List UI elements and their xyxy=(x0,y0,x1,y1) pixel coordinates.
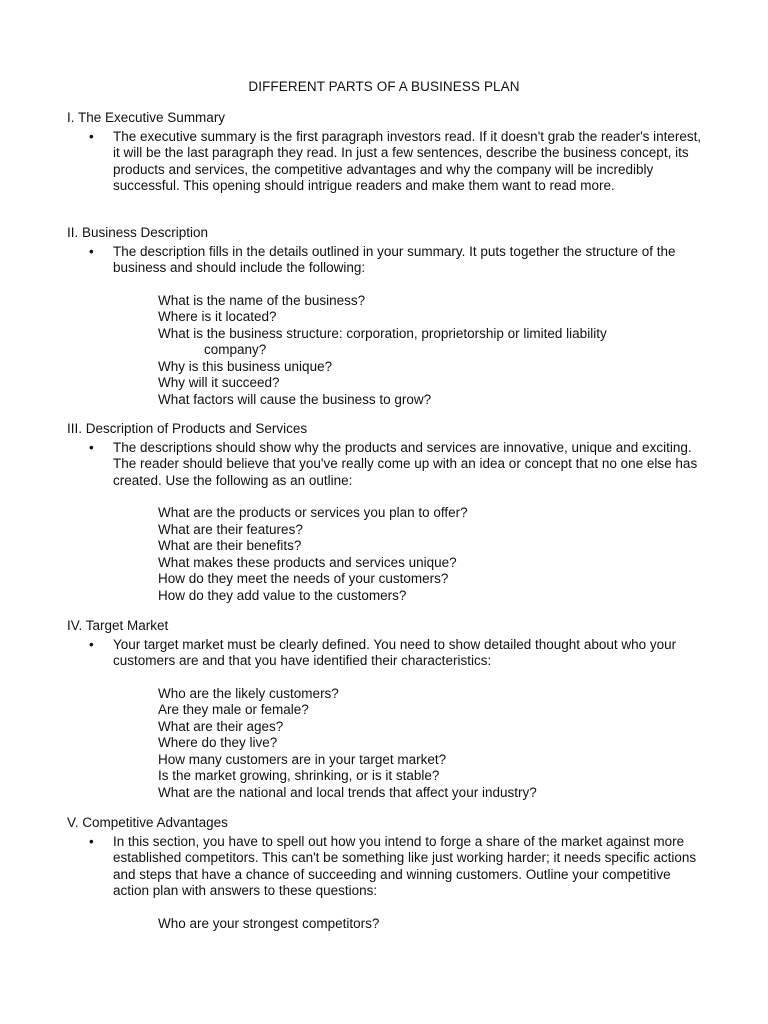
question-item: What is the name of the business? xyxy=(158,292,366,308)
question-item: Who are the likely customers? xyxy=(158,685,339,701)
section-heading: V. Competitive Advantages xyxy=(67,815,228,830)
bullet-text: The descriptions should show why the products and services are innovative, unique and exciting. The reader should believe that you've really come up with an idea or concept that no one else has created. Use the following as an outline: xyxy=(113,439,698,488)
question-item: Where is it located? xyxy=(158,309,277,324)
section-business-description xyxy=(67,225,707,408)
question-item: What is the business structure: corporation, proprietorship or limited liability xyxy=(158,325,607,341)
bullet-text: Your target market must be clearly defined. You need to show detailed thought about who your customers are and that you have identified their characteristics: xyxy=(113,636,677,668)
bullet-item xyxy=(67,129,707,195)
question-list xyxy=(67,916,707,933)
bullet-item xyxy=(67,244,707,277)
section-heading: I. The Executive Summary xyxy=(67,110,226,125)
question-item: What factors will cause the business to grow? xyxy=(158,391,432,407)
question-item: What are the products or services you plan to offer? xyxy=(158,505,468,520)
question-item: How do they meet the needs of your customers? xyxy=(158,571,449,586)
question-item: What are the national and local trends that affect your industry? xyxy=(158,784,537,800)
question-item: What are their features? xyxy=(158,521,303,537)
question-item: What are their ages? xyxy=(158,718,284,734)
question-item: Why will it succeed? xyxy=(158,375,280,390)
section-products-services xyxy=(67,421,707,604)
section-executive-summary xyxy=(67,110,707,195)
bullet-text: The description fills in the details outlined in your summary. It puts together the structure of the business and should include the following: xyxy=(113,243,676,275)
document-title: DIFFERENT PARTS OF A BUSINESS PLAN xyxy=(248,79,520,94)
question-item: How do they add value to the customers? xyxy=(158,587,407,603)
question-item-continuation: company? xyxy=(204,342,267,357)
bullet-item xyxy=(67,834,707,900)
question-item: What makes these products and services unique? xyxy=(158,554,457,570)
bullet-text: The executive summary is the first paragraph investors read. If it doesn't grab the reader's interest, it will be the last paragraph they read. In just a few sentences, describe the business concept, its products and services, the competitive advantages and why the company will be incredibly successful. This opening should intrigue readers and make them want to read more. xyxy=(113,128,702,193)
bullet-icon: • xyxy=(89,128,94,144)
question-item: Are they male or female? xyxy=(158,702,309,717)
question-list xyxy=(67,293,707,409)
bullet-item xyxy=(67,637,707,670)
bullet-icon: • xyxy=(89,833,94,849)
question-item: What are their benefits? xyxy=(158,538,302,553)
bullet-icon: • xyxy=(89,439,94,455)
bullet-text: In this section, you have to spell out how you intend to forge a share of the market against more established competitors. This can't be something like just working harder; it needs specific actions and steps that have a chance of succeeding and winning customers. Outline your competitive action plan with answers to these questions: xyxy=(113,833,697,898)
section-heading: III. Description of Products and Services xyxy=(67,421,308,436)
section-target-market xyxy=(67,618,707,801)
question-item: How many customers are in your target market? xyxy=(158,751,447,767)
bullet-icon: • xyxy=(89,243,94,259)
section-heading: IV. Target Market xyxy=(67,618,169,633)
question-list xyxy=(67,686,707,802)
question-item: Where do they live? xyxy=(158,735,278,750)
question-item: Who are your strongest competitors? xyxy=(158,915,380,931)
question-item: Why is this business unique? xyxy=(158,358,333,374)
question-list xyxy=(67,505,707,604)
section-competitive-advantages xyxy=(67,815,707,932)
bullet-item xyxy=(67,440,707,490)
bullet-icon: • xyxy=(89,636,94,652)
question-item: Is the market growing, shrinking, or is it stable? xyxy=(158,768,440,783)
section-heading: II. Business Description xyxy=(67,225,209,240)
